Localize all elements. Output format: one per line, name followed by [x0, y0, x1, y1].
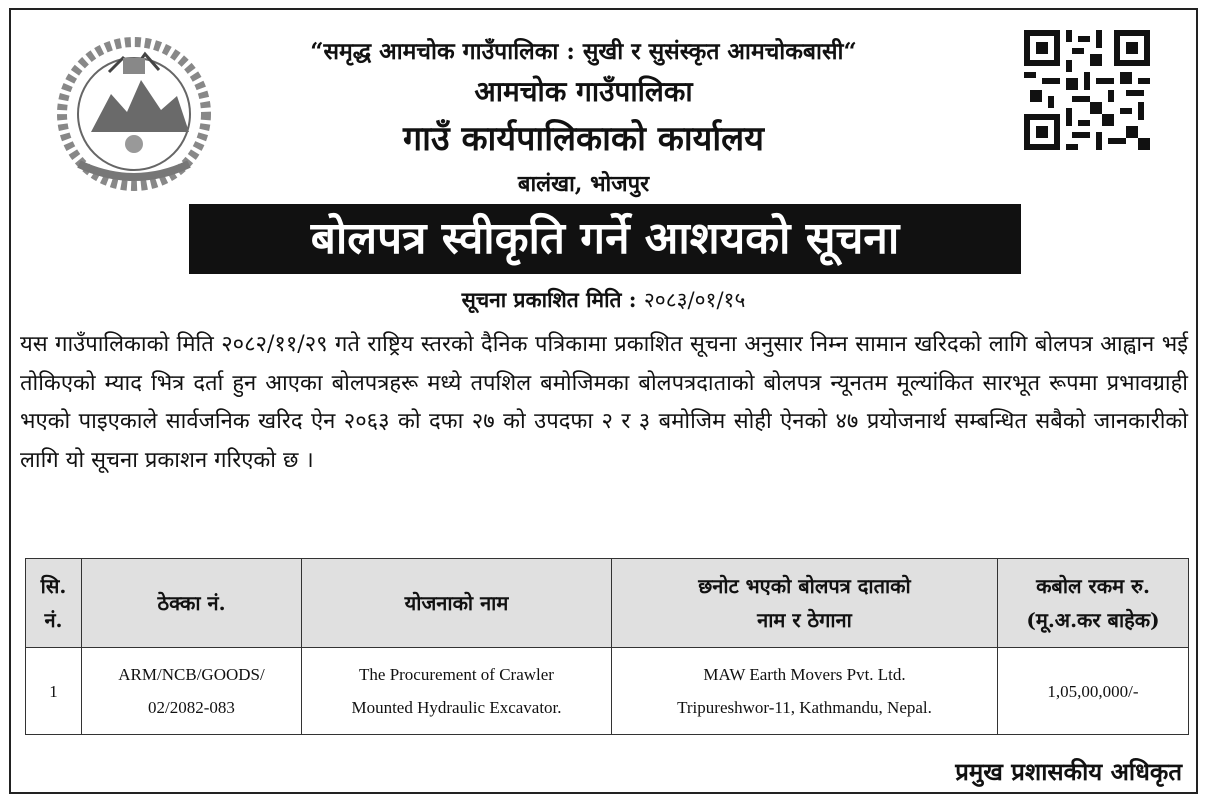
publication-date-label: सूचना प्रकाशित मिति : [461, 287, 637, 312]
header-amount-line2: (मू.अ.कर बाहेक) [1026, 608, 1160, 632]
header-bidder-line2: नाम र ठेगाना [757, 608, 852, 632]
header-serial-line2: नं. [44, 608, 63, 632]
award-table [25, 558, 1189, 735]
header-serial-line1: सि. [40, 574, 67, 598]
header-contract: ठेक्का नं. [82, 559, 302, 648]
cell-project [302, 648, 612, 735]
cell-project-line2: Mounted Hydraulic Excavator. [351, 698, 562, 717]
qr-code-icon [1024, 30, 1150, 150]
cell-contract [82, 648, 302, 735]
publication-date [11, 286, 1196, 314]
cell-contract-line2: 02/2082-083 [148, 698, 235, 717]
notice-frame [9, 8, 1198, 794]
cell-serial: 1 [26, 648, 82, 735]
cell-bidder-line2: Tripureshwor-11, Kathmandu, Nepal. [677, 698, 932, 717]
notice-body: यस गाउँपालिकाको मिति २०८२/११/२९ गते राष्ट्रिय स्तरको दैनिक पत्रिकामा प्रकाशित सूचना अनुसार निम्न सामान खरिदको लागि बोलपत्र आह्वान भई तोकिएको म्याद भित्र दर्ता हुन आएका बोलपत्रहरू मध्ये तपशिल बमोजिमका बोलपत्रदाताको बोलपत्र न्यूनतम मूल्यांकित सारभूत रूपमा प्रभावग्राही भएको पाइएकाले सार्वजनिक खरिद ऐन २०६३ को दफा २७ को उपदफा २ र ३ बमोजिम सोही ऐनको ४७ प्रयोजनार्थ सम्बन्धित सबैको जानकारीको लागि यो सूचना प्रकाशन गरिएको छ । [20, 332, 1188, 473]
notice-title-banner: बोलपत्र स्वीकृति गर्ने आशयको सूचना [189, 204, 1021, 274]
header-amount [998, 559, 1189, 648]
publication-date-value: २०८३/०१/१५ [643, 288, 746, 312]
table-row [26, 648, 1189, 735]
header-bidder-line1: छनोट भएको बोलपत्र दाताको [698, 574, 911, 598]
table-header-row [26, 559, 1189, 648]
office-location: बालंखा, भोजपुर [517, 171, 650, 197]
cell-amount: 1,05,00,000/- [998, 648, 1189, 735]
header-project: योजनाको नाम [302, 559, 612, 648]
header-bidder [612, 559, 998, 648]
office-name: गाउँ कार्यपालिकाको कार्यालय [403, 119, 764, 159]
cell-bidder-line1: MAW Earth Movers Pvt. Ltd. [703, 665, 906, 684]
header-amount-line1: कबोल रकम रु. [1036, 574, 1150, 598]
municipality-name: आमचोक गाउँपालिका [474, 75, 693, 108]
motto: “समृद्ध आमचोक गाउँपालिका : सुखी र सुसंस्कृत आमचोकबासी“ [310, 38, 857, 65]
header-serial [26, 559, 82, 648]
cell-bidder [612, 648, 998, 735]
signatory-title: प्रमुख प्रशासकीय अधिकृत [955, 757, 1182, 786]
cell-contract-line1: ARM/NCB/GOODS/ [118, 665, 265, 684]
cell-project-line1: The Procurement of Crawler [359, 665, 554, 684]
